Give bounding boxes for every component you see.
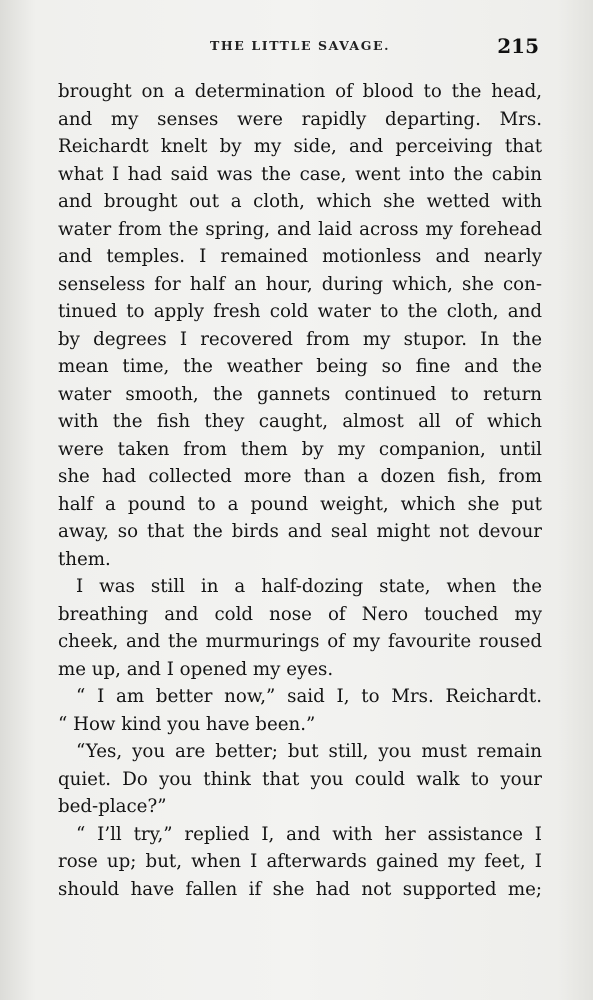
text-line: senseless for half an hour, during which, she con-: [58, 273, 542, 295]
text-line: brought on a determination of blood to the head,: [58, 81, 542, 102]
text-line: with the fish they caught, almost all of which: [58, 411, 542, 432]
text-line: me up, and I opened my eyes.: [58, 658, 334, 680]
text-line: water from the spring, and laid across my forehead: [58, 218, 542, 240]
text-line: I was still in a half-dozing state, when the: [76, 576, 542, 597]
text-line: and brought out a cloth, which she wetted with: [58, 191, 542, 212]
text-line: “ I am better now,” said I, to Mrs. Reichardt.: [76, 686, 542, 707]
text-line: she had collected more than a dozen fish, from: [58, 466, 542, 487]
text-line: breathing and cold nose of Nero touched my: [58, 603, 542, 625]
text-line: bed-place?”: [58, 796, 167, 817]
page-number: 215: [497, 34, 539, 58]
text-line: half a pound to a pound weight, which she put: [58, 493, 542, 515]
running-title: THE LITTLE SAVAGE.: [210, 38, 391, 53]
text-line: and my senses were rapidly departing. Mrs.: [58, 108, 542, 130]
body-text: [58, 78, 542, 903]
text-line: “Yes, you are better; but still, you must remain: [76, 741, 542, 762]
text-line: away, so that the birds and seal might not devour: [58, 521, 542, 542]
text-line: quiet. Do you think that you could walk to your: [58, 768, 542, 790]
text-line: were taken from them by my companion, until: [58, 438, 542, 460]
text-line: should have fallen if she had not supported me;: [58, 878, 542, 900]
text-line: mean time, the weather being so fine and the: [58, 356, 542, 377]
text-line: cheek, and the murmurings of my favourite roused: [58, 631, 542, 652]
text-line: by degrees I recovered from my stupor. In the: [58, 328, 542, 350]
text-line: “ How kind you have been.”: [58, 713, 316, 735]
text-line: tinued to apply fresh cold water to the cloth, and: [58, 301, 542, 322]
text-line: what I had said was the case, went into the cabin: [58, 163, 542, 185]
text-line: “ I’ll try,” replied I, and with her assistance I: [76, 823, 542, 845]
text-line: Reichardt knelt by my side, and perceiving that: [58, 136, 542, 157]
text-line: rose up; but, when I afterwards gained my feet, I: [58, 851, 542, 872]
running-head: [58, 34, 539, 60]
text-line: water smooth, the gannets continued to return: [58, 383, 542, 405]
text-line: them.: [58, 548, 111, 570]
text-line: and temples. I remained motionless and nearly: [58, 246, 542, 267]
